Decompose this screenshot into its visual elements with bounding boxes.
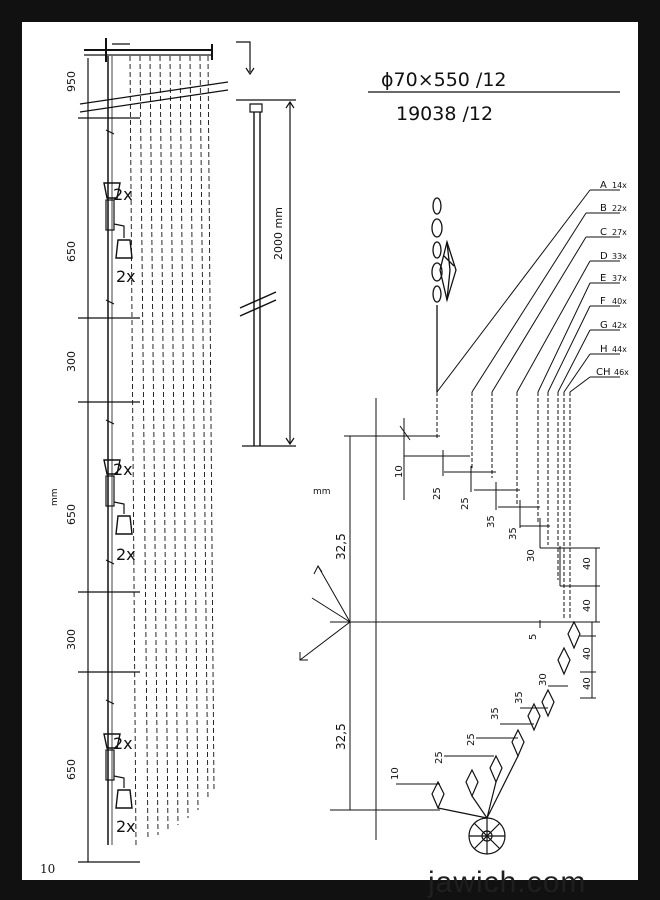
count-2x-5: 2x <box>113 734 133 753</box>
count-D: 33x <box>612 252 627 261</box>
axis-arrows <box>300 566 350 660</box>
count-2x-2: 2x <box>116 267 136 286</box>
count-CH: 46x <box>614 368 629 377</box>
label-B: B <box>600 203 607 214</box>
count-A: 14x <box>612 181 627 190</box>
label-H: H <box>600 344 608 355</box>
dim-300-a: 300 <box>65 351 78 372</box>
lower-dimensions <box>396 620 596 784</box>
udim-40a: 40 <box>582 557 593 570</box>
dim-300-b: 300 <box>65 629 78 650</box>
dim-650-c: 650 <box>65 759 78 780</box>
label-CH: CH <box>596 367 611 378</box>
dim-650-a: 650 <box>65 241 78 262</box>
udim-10: 10 <box>394 465 405 478</box>
udim-25b: 25 <box>460 497 471 510</box>
chain-link-detail <box>432 198 456 392</box>
ceiling-bracket <box>84 38 254 74</box>
label-F: F <box>600 296 606 307</box>
hanging-chains <box>437 392 570 620</box>
count-2x-3: 2x <box>113 460 133 479</box>
count-B: 22x <box>612 204 627 213</box>
watermark: jawich.com <box>428 866 587 899</box>
ldim-40b: 40 <box>582 677 593 690</box>
unit-mm-right: mm <box>313 487 331 497</box>
break-line <box>80 82 228 112</box>
chain-strands <box>130 56 214 845</box>
ldim-10: 10 <box>390 767 401 780</box>
dim-950: 950 <box>65 71 78 92</box>
vdim-lower: 32,5 <box>334 723 348 750</box>
udim-35b: 35 <box>508 527 519 540</box>
count-2x-6: 2x <box>116 817 136 836</box>
rod-length: 2000 mm <box>272 207 285 260</box>
udim-25a: 25 <box>432 487 443 500</box>
label-D: D <box>600 251 608 262</box>
label-E: E <box>600 273 607 284</box>
dim-650-b: 650 <box>65 504 78 525</box>
ldim-25a: 25 <box>466 733 477 746</box>
leader-lines <box>437 190 620 392</box>
ldim-35a: 35 <box>514 691 525 704</box>
count-F: 40x <box>612 297 627 306</box>
ldim-5: 5 <box>528 633 539 640</box>
label-A: A <box>600 180 607 191</box>
main-vertical-dimension <box>330 398 560 840</box>
count-2x-1: 2x <box>113 185 133 204</box>
udim-40b: 40 <box>582 599 593 612</box>
udim-30: 30 <box>526 549 537 562</box>
vdim-upper: 32,5 <box>334 533 348 560</box>
count-2x-4: 2x <box>116 545 136 564</box>
udim-35a: 35 <box>486 515 497 528</box>
unit-mm-left: mm <box>50 488 60 506</box>
ldim-30: 30 <box>538 673 549 686</box>
page-number: 10 <box>40 862 56 876</box>
ldim-25b: 25 <box>434 751 445 764</box>
ldim-40a: 40 <box>582 647 593 660</box>
spec-line-2: 19038 /12 <box>396 103 494 125</box>
spec-line-1: ϕ70×550 /12 <box>381 69 507 91</box>
count-E: 37x <box>612 274 627 283</box>
label-C: C <box>600 227 607 238</box>
count-H: 44x <box>612 345 627 354</box>
count-C: 27x <box>612 228 627 237</box>
count-G: 42x <box>612 321 627 330</box>
main-strand <box>106 56 114 845</box>
chain-labels <box>596 180 629 378</box>
label-G: G <box>600 320 608 331</box>
rod-2000 <box>236 100 296 446</box>
rosette-icon <box>438 756 518 854</box>
ldim-35b: 35 <box>490 707 501 720</box>
